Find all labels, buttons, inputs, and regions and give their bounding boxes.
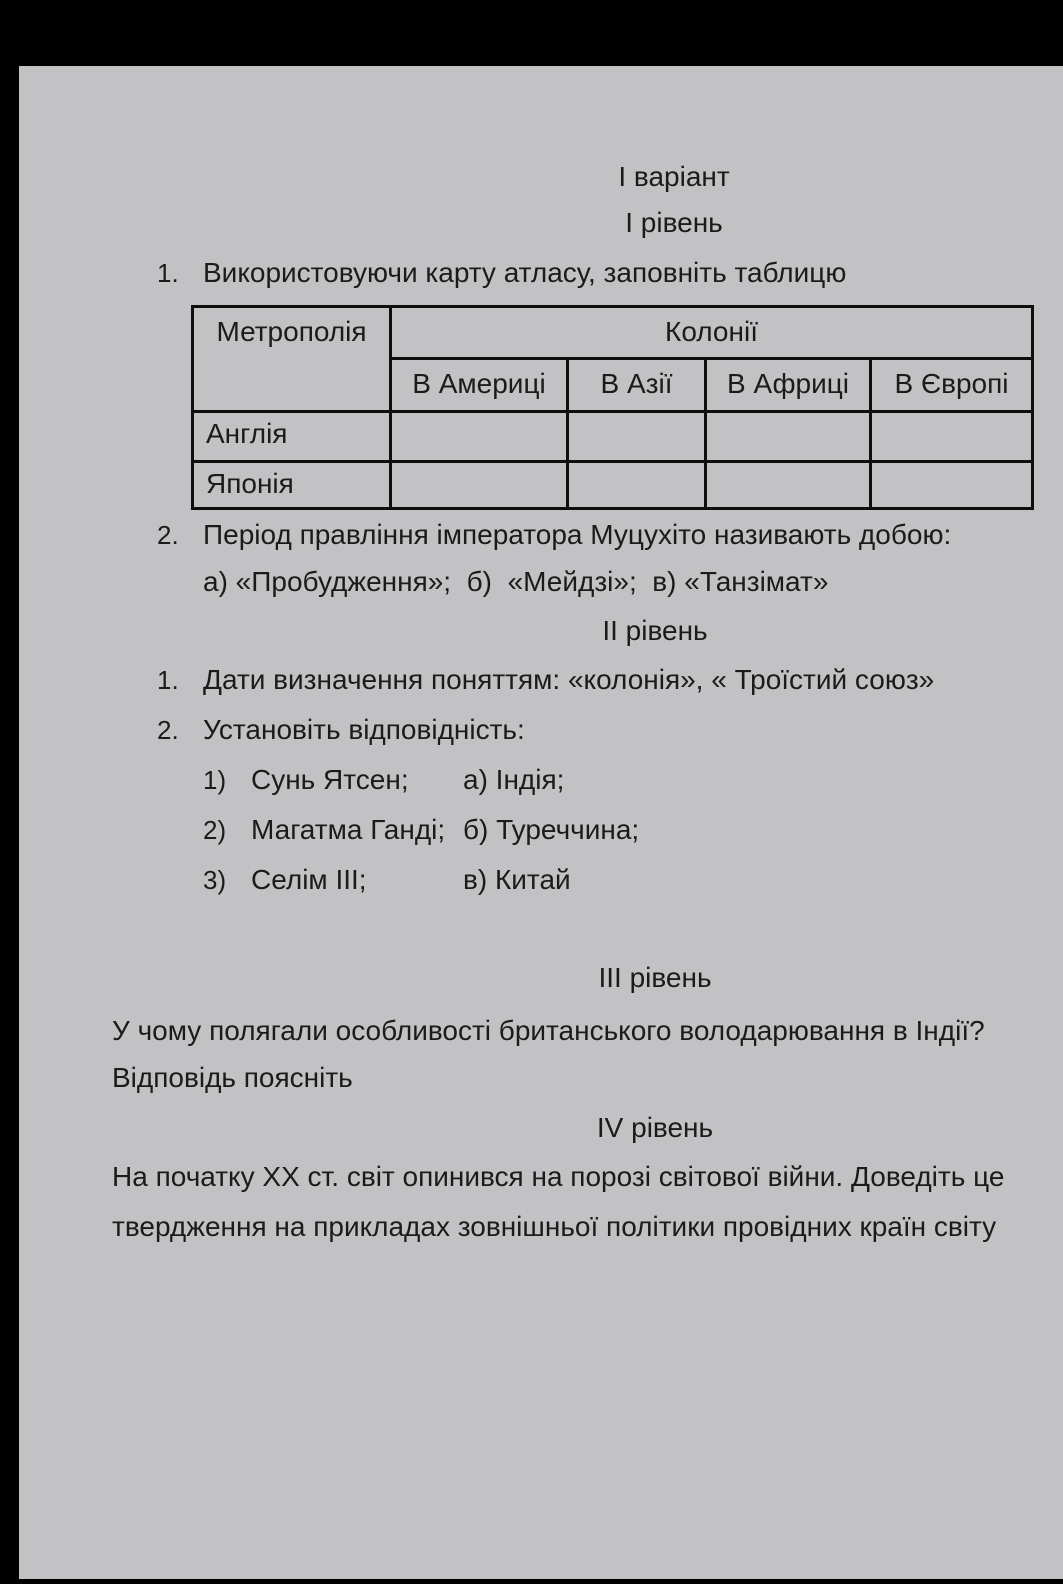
level3-question-line1: У чому полягали особливості британського володарювання в Індії?: [112, 1015, 985, 1046]
question-text: Використовуючи карту атласу, заповніть таблицю: [203, 257, 847, 288]
table-row-japan: Японія: [193, 462, 391, 509]
matching-left: Магатма Ганді;: [251, 814, 446, 845]
table-cell-empty: [391, 462, 568, 509]
matching-number: 3): [203, 865, 227, 895]
question-2-level1: [157, 518, 1037, 552]
question-text: Дати визначення поняттям: «колонія», « Троїстий союз»: [203, 664, 935, 695]
question-number: 2.: [157, 520, 179, 550]
table-cell-empty: [391, 412, 568, 462]
level4-question-line1: На початку ХХ ст. світ опинився на порозі світової війни. Доведіть це: [112, 1161, 1005, 1192]
table-row-england: Англія: [193, 412, 391, 462]
matching-left: Селім III;: [251, 864, 367, 895]
matching-row-1: [203, 763, 903, 797]
table-cell-empty: [871, 462, 1033, 509]
table-header-metropoly: Метрополія: [193, 307, 391, 412]
scan-edge-strip: [19, 1579, 1063, 1584]
level4-question-line2: твердження на прикладах зовнішньої політики провідних країн світу: [112, 1211, 997, 1242]
matching-number: 1): [203, 765, 227, 795]
table-subheader-asia: В Азії: [568, 359, 706, 412]
matching-left: Сунь Ятсен;: [251, 764, 409, 795]
table-cell-empty: [706, 462, 871, 509]
question-1-level1: [157, 256, 1037, 290]
matching-right: б) Туреччина;: [463, 814, 640, 845]
matching-right: в) Китай: [463, 864, 571, 895]
colonies-table: [191, 305, 1034, 510]
level4-heading: IV рівень: [596, 1112, 714, 1143]
question-text: Період правління імператора Муцухіто називають добою:: [203, 519, 952, 550]
table-cell-empty: [871, 412, 1033, 462]
question-number: 1.: [157, 665, 179, 695]
matching-number: 2): [203, 815, 227, 845]
matching-row-2: [203, 813, 903, 847]
table-cell-empty: [706, 412, 871, 462]
matching-right: а) Індія;: [463, 764, 565, 795]
question-1-level2: [157, 663, 1037, 697]
table-subheader-africa: В Африці: [706, 359, 871, 412]
question-number: 1.: [157, 258, 179, 288]
level2-heading: ІІ рівень: [602, 615, 708, 646]
level3-question-line2: Відповідь поясніть: [112, 1062, 353, 1093]
question-2-level2: [157, 713, 1037, 747]
question-2-options: а) «Пробудження»; б) «Мейдзі»; в) «Танзімат»: [203, 566, 829, 597]
question-text: Установіть відповідність:: [203, 714, 525, 745]
question-number: 2.: [157, 715, 179, 745]
level3-heading: ІІІ рівень: [598, 962, 712, 993]
variant-heading: І варіант: [618, 161, 730, 192]
table-cell-empty: [568, 412, 706, 462]
table-subheader-europe: В Європі: [871, 359, 1033, 412]
matching-row-3: [203, 863, 903, 897]
table-header-colonies: Колонії: [391, 307, 1033, 359]
level1-heading: І рівень: [625, 207, 723, 238]
table-cell-empty: [568, 462, 706, 509]
table-subheader-america: В Америці: [391, 359, 568, 412]
